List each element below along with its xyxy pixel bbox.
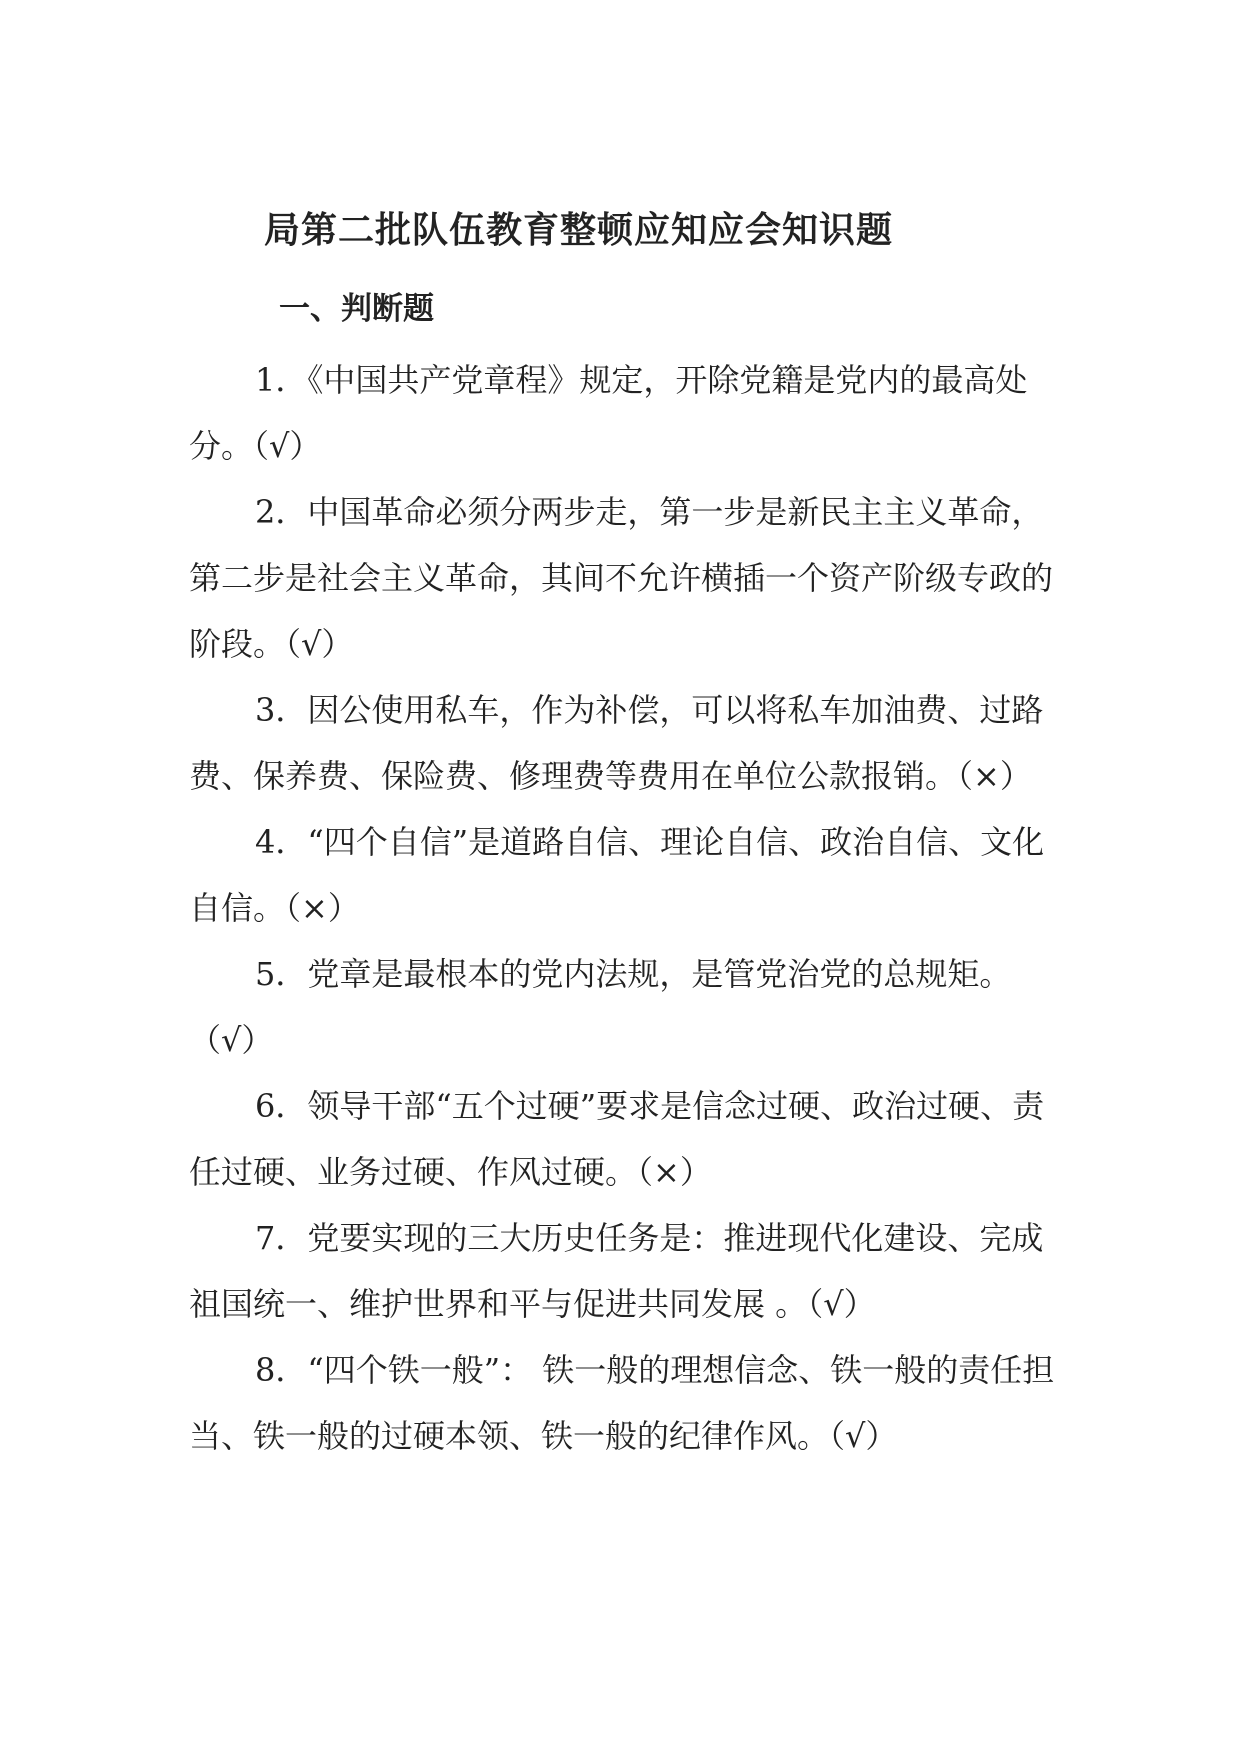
question-text: 党章是最根本的党内法规，是管党治党的总规矩。	[307, 955, 1012, 993]
question-item	[189, 1337, 1069, 1469]
question-number: 7．	[255, 1219, 308, 1257]
question-item	[189, 479, 1069, 677]
question-item	[189, 1205, 1069, 1337]
question-answer: （√）	[253, 427, 322, 465]
question-answer: （√）	[829, 1417, 898, 1455]
question-answer: （√）	[807, 1285, 876, 1323]
question-item	[189, 809, 1069, 941]
question-item	[189, 941, 1069, 1073]
question-answer: （×）	[637, 1153, 712, 1191]
question-answer: （×）	[285, 889, 360, 927]
question-answer: （×）	[957, 757, 1032, 795]
question-number: 2．	[255, 493, 308, 531]
question-text: 中国革命必须分两步走，第一步是新民主主义革命，第二步是社会主义革命，其间不允许横插一个资产阶级专政的阶段。	[189, 493, 1054, 663]
question-text: “四个铁一般”： 铁一般的理想信念、铁一般的责任担当、铁一般的过硬本领、铁一般的纪律作风。	[189, 1351, 1055, 1455]
question-text: 领导干部“五个过硬”要求是信念过硬、政治过硬、责任过硬、业务过硬、作风过硬。	[189, 1087, 1045, 1191]
question-item	[189, 347, 1069, 479]
question-number: 8．	[255, 1351, 308, 1389]
question-number: 6．	[255, 1087, 308, 1125]
document-title: 局第二批队伍教育整顿应知应会知识题	[264, 210, 894, 251]
question-text: 党要实现的三大历史任务是：推进现代化建设、完成祖国统一、维护世界和平与促进共同发展 。	[189, 1219, 1044, 1323]
question-text: 《中国共产党章程》规定，开除党籍是党内的最高处分。	[189, 361, 1028, 465]
question-number: 3．	[255, 691, 308, 729]
question-text: “四个自信”是道路自信、理论自信、政治自信、文化自信。	[189, 823, 1045, 927]
question-number: 1．	[255, 361, 308, 399]
question-answer: （√）	[189, 1021, 274, 1059]
question-text: 因公使用私车，作为补偿，可以将私车加油费、过路费、保养费、保险费、修理费等费用在单位公款报销。	[189, 691, 1044, 795]
question-item	[189, 677, 1069, 809]
question-number: 5．	[255, 955, 308, 993]
question-item	[189, 1073, 1069, 1205]
section-heading: 一、判断题	[279, 291, 434, 327]
question-number: 4．	[255, 823, 308, 861]
question-answer: （√）	[285, 625, 354, 663]
question-list	[189, 347, 1069, 1469]
